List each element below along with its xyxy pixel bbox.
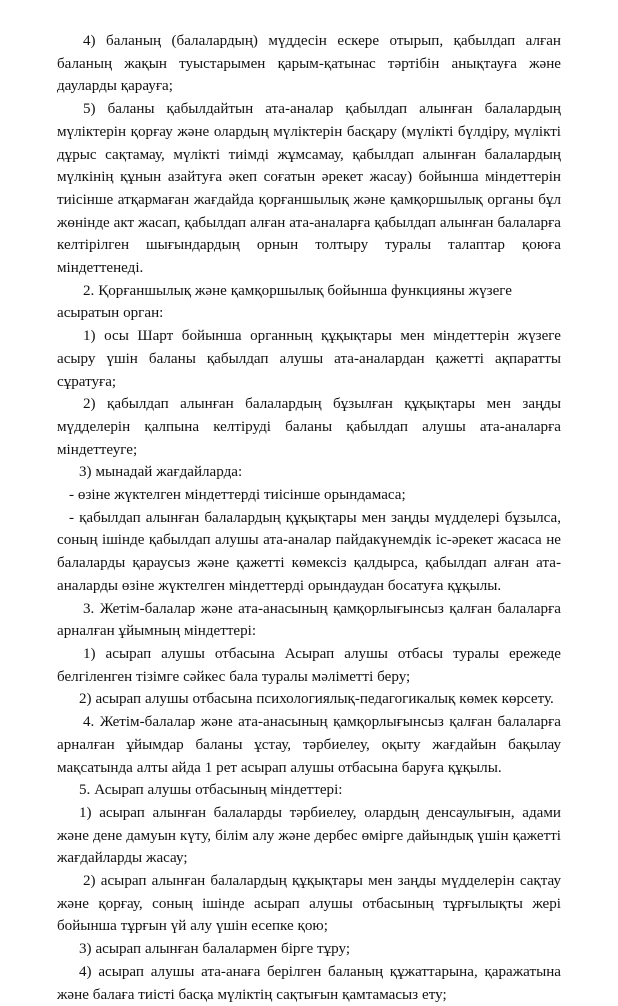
paragraph-section-5-item-3: 3) асырап алынған балалармен бірге тұру; <box>79 941 351 958</box>
paragraph-section-5-item-1: 1) асырап алынған балаларды тәрбиелеу, олардың денсаулығын, адами және дене дамуын күту, білім алу және дербес өмірге дайындық үшін қажетті жағдайларды жасау; <box>57 804 561 867</box>
paragraph-section-2-item-3: 3) мынадай жағдайларда: <box>79 464 243 481</box>
paragraph-section-3-heading: 3. Жетім-балалар және ата-анасының қамқорлығынсыз қалған балаларға арналған ұйымның міндеттері: <box>57 600 561 640</box>
paragraph-section-3-item-1: 1) асырап алушы отбасына Асырап алушы отбасы туралы ережеде белгіленген тізімге сәйкес бала туралы мәліметті беру; <box>57 645 561 685</box>
paragraph-section-2-heading: 2. Қорғаншылық және қамқоршылық бойынша функцияны жүзеге асыратын орган: <box>57 282 512 322</box>
paragraph-section-2-item-2: 2) қабылдап алынған балалардың бұзылған құқықтары мен заңды мүдделерін қалпына келтіруді баланы қабылдап алушы ата-аналарға міндеттеуге; <box>57 396 561 458</box>
paragraph-section-5-item-2: 2) асырап алынған балалардың құқықтары мен заңды мүдделерін сақтау және қорғау, соның ішінде асырап алушы отбасының тұрғылықты жері бойынша тұрғын үй алу үшін есепке қою; <box>57 873 561 935</box>
paragraph-section-2-item-3-dash-2: - қабылдап алынған балалардың құқықтары мен заңды мүдделері бұзылса, соның ішінде қабылдап алушы ата-аналар пайдакүнемдік іс-әрекет жасаса не балаларды қараусыз және қажетті көмексіз қалдырса, қабылдап алған ата-аналарды өзіне жүктелген міндеттерді орындаудан босатуға құқылы. <box>57 509 561 594</box>
paragraph-section-3-item-2: 2) асырап алушы отбасына психологиялық-педагогикалық көмек көрсету. <box>79 691 554 708</box>
paragraph-section-5-heading: 5. Асырап алушы отбасының міндеттері: <box>79 782 343 799</box>
document-text-body <box>57 30 561 1006</box>
paragraph-item-5-property: 5) баланы қабылдайтын ата-аналар қабылдап алынған балалардың мүліктерін қорғау және олардың мүліктерін басқару (мүлікті бүлдіру, мүлікті дұрыс сақтамау, мүлікті тиімді жұмсамау, қабылдап алынған балалардың мүлкінің құнын азайтуға әкеп соғатын әрекет жасау) бойынша міндеттерін тиісінше атқармаған жағдайда қорғаншылық және қамқоршылық органы бұл жөнінде акт жасап, қабылдап алған ата-аналарға қабылдап алынған балаларға келтірілген шығындардың орнын толтыру туралы талаптар қоюға міндеттенеді. <box>57 101 561 277</box>
paragraph-section-5-item-4: 4) асырап алушы ата-анаға берілген баланың құжаттарына, қаражатына және балаға тиісті басқа мүліктің сақтығын қамтамасыз ету; <box>57 963 561 1003</box>
paragraph-item-4-interests: 4) баланың (балалардың) мүддесін ескере отырып, қабылдап алған баланың жақын туыстарымен қарым-қатынас тәртібін анықтауға және дауларды қарауға; <box>57 33 561 95</box>
paragraph-section-2-item-3-dash-1: - өзіне жүктелген міндеттерді тиісінше орындамаса; <box>69 487 406 504</box>
paragraph-section-2-item-1: 1) осы Шарт бойынша органның құқықтары мен міндеттерін жүзеге асыру үшін баланы қабылдап алушы ата-аналардан қажетті ақпаратты сұратуға; <box>57 328 561 390</box>
paragraph-section-4-heading: 4. Жетім-балалар және ата-анасының қамқорлығынсыз қалған балаларға арналған ұйымдар баланы ұстау, тәрбиелеу, оқыту жағдайын бақылау мақсатында алты айда 1 рет асырап алушы отбасына баруға құқылы. <box>57 714 561 776</box>
